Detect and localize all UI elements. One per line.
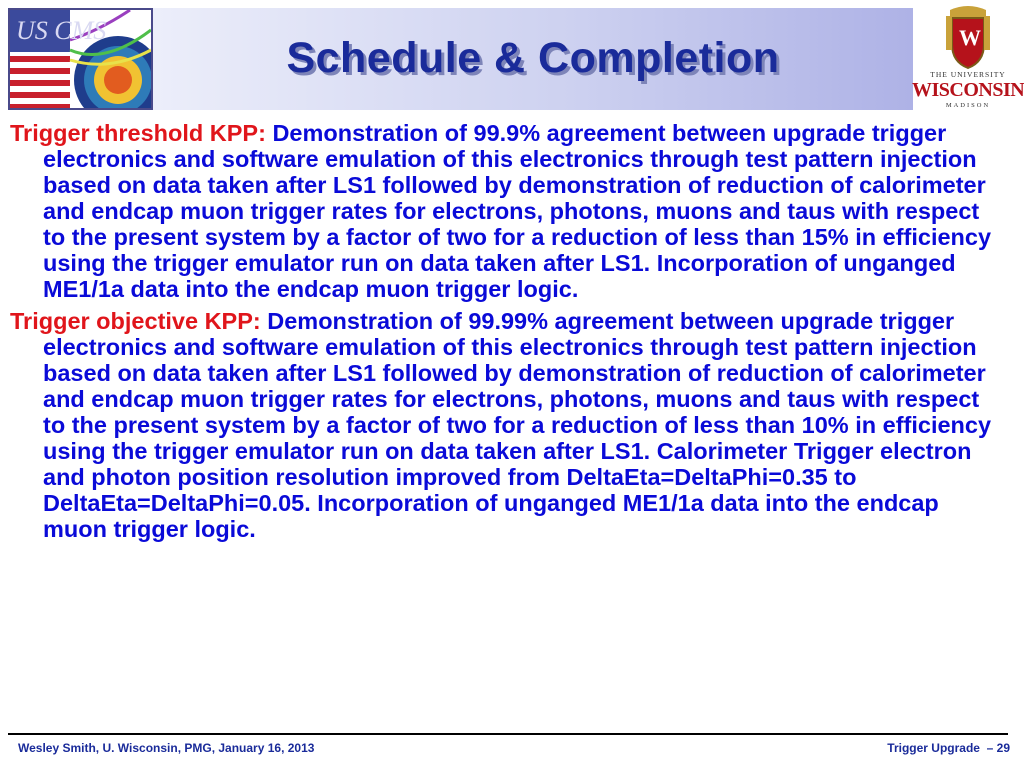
kpp-threshold-text: Demonstration of 99.9% agreement between upgrade trigger electronics and software emulation of this electronics through test pattern injection based on data taken after LS1 followed by demonstration of reduction of calorimeter and endcap muon trigger rates for electrons, photons, muons and taus with respect to the present system by a factor of two for a reduction of less than 15% in efficiency using the trigger emulator run on data taken after LS1. Incorporation of unganged ME1/1a data into the endcap muon trigger logic. — [43, 120, 992, 302]
footer-author: Wesley Smith, U. Wisconsin, PMG, January 16, 2013 — [18, 741, 315, 755]
uw-crest-letter: W — [959, 25, 981, 50]
slide-body — [10, 120, 1006, 548]
footer-divider — [8, 733, 1008, 735]
kpp-objective-paragraph — [10, 308, 1006, 542]
slide-title: Schedule & Completion — [286, 34, 780, 82]
uw-logo-line1: THE UNIVERSITY — [930, 70, 1006, 79]
uw-logo-line3: MADISON — [945, 102, 991, 109]
uw-logo-line2: WISCONSIN — [912, 79, 1024, 101]
kpp-threshold-paragraph — [10, 120, 1006, 302]
uw-madison-logo — [912, 4, 1024, 114]
kpp-objective-text: Demonstration of 99.99% agreement between upgrade trigger electronics and software emulation of this electronics through test pattern injection based on data taken after LS1 followed by demonstration of reduction of calorimeter and endcap muon trigger rates for electrons, photons, muons and taus with respect to the present system by a factor of two for a reduction of less than 10% in efficiency using the trigger emulator run on data taken after LS1. Calorimeter Trigger electron and photon position resolution improved from DeltaEta=DeltaPhi=0.35 to DeltaEta=DeltaPhi=0.05. Incorporation of unganged ME1/1a data into the endcap muon trigger logic. — [43, 308, 992, 542]
kpp-objective-label: Trigger objective KPP: — [10, 308, 261, 334]
us-cms-logo-text: US CMS — [16, 16, 107, 45]
footer-page-info: Trigger Upgrade – 29 — [887, 741, 1010, 755]
kpp-threshold-label: Trigger threshold KPP: — [10, 120, 266, 146]
title-band — [153, 8, 913, 110]
us-cms-logo — [8, 8, 153, 110]
